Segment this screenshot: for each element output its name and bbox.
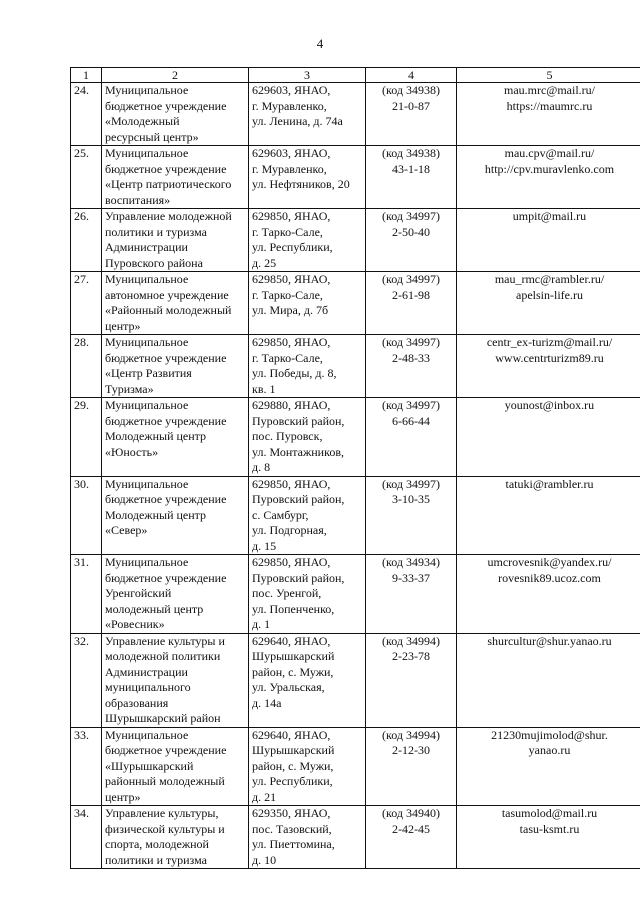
row-number: 33. <box>71 727 102 806</box>
web-cell <box>457 83 640 146</box>
address-line: 629880, ЯНАО, <box>252 398 331 412</box>
address-cell <box>249 398 366 477</box>
address-line: 629603, ЯНАО, <box>252 146 331 160</box>
organization-name-line: Администрации <box>105 664 188 679</box>
organization-name-line: ресурсный центр» <box>105 129 199 144</box>
address-cell <box>249 806 366 869</box>
address-cell <box>249 209 366 272</box>
table-row <box>71 806 640 869</box>
organization-name-line: Управление молодежной <box>105 209 232 223</box>
organization-name-line: физической культуры и <box>105 821 225 836</box>
organization-name-cell <box>102 83 249 146</box>
address-line: 629850, ЯНАО, <box>252 209 331 223</box>
address-line: ул. Победы, д. 8, <box>252 366 337 380</box>
phone-cell <box>366 209 457 272</box>
address-line: д. 14а <box>252 695 282 710</box>
row-number: 31. <box>71 555 102 634</box>
address-line: д. 25 <box>252 255 277 270</box>
organization-name-line: Уренгойский <box>105 586 172 600</box>
organization-name-line: Муниципальное <box>105 335 189 349</box>
organizations-table <box>70 67 640 869</box>
web-cell <box>457 272 640 335</box>
organization-name-cell <box>102 335 249 398</box>
table-row <box>71 209 640 272</box>
web-line: shurcultur@shur.yanao.ru <box>487 633 612 648</box>
address-line: ул. Уральская, <box>252 680 325 694</box>
column-header-number: 1 <box>71 68 102 83</box>
organization-name-line: Шурышкарский район <box>105 711 221 725</box>
address-cell <box>249 727 366 806</box>
phone-line: (код 34938) <box>382 83 440 97</box>
organization-name-line: Управление культуры, <box>105 806 219 820</box>
table-row <box>71 398 640 477</box>
organization-name-cell <box>102 272 249 335</box>
address-line: ул. Ленина, д. 74а <box>252 114 343 128</box>
column-header-web: 5 <box>457 68 640 83</box>
address-line: г. Тарко-Сале, <box>252 287 323 302</box>
row-number: 28. <box>71 335 102 398</box>
table-row <box>71 633 640 727</box>
organization-name-line: спорта, молодежной <box>105 837 209 851</box>
organization-name-line: Муниципальное <box>105 398 189 412</box>
address-line: пос. Тазовский, <box>252 821 332 836</box>
address-line: г. Муравленко, <box>252 161 327 176</box>
phone-line: (код 34940) <box>382 806 440 820</box>
organization-name-line: «Юность» <box>105 444 159 459</box>
phone-line: 43-1-18 <box>392 161 430 176</box>
organization-name-line: Муниципальное <box>105 476 189 491</box>
organization-name-line: «Ровесник» <box>105 617 165 631</box>
address-line: пос. Уренгой, <box>252 586 322 600</box>
table-row <box>71 555 640 634</box>
address-line: район, с. Мужи, <box>252 758 334 773</box>
web-cell <box>457 146 640 209</box>
organization-name-line: молодежный центр <box>105 601 204 616</box>
address-line: ул. Мира, д. 7б <box>252 303 329 317</box>
address-line: 629850, ЯНАО, <box>252 272 331 286</box>
address-line: г. Тарко-Сале, <box>252 350 323 365</box>
address-line: 629850, ЯНАО, <box>252 335 331 349</box>
address-line: ул. Республики, <box>252 240 333 254</box>
address-line: г. Муравленко, <box>252 98 327 113</box>
address-line: 629850, ЯНАО, <box>252 476 331 491</box>
organization-name-cell <box>102 555 249 634</box>
phone-line: 2-12-30 <box>392 743 430 757</box>
organization-name-line: бюджетное учреждение <box>105 98 227 113</box>
address-line: 629603, ЯНАО, <box>252 83 331 97</box>
phone-cell <box>366 633 457 727</box>
organization-name-line: Молодежный центр <box>105 507 207 522</box>
phone-cell <box>366 727 457 806</box>
web-cell <box>457 633 640 727</box>
address-cell <box>249 335 366 398</box>
organization-name-line: бюджетное учреждение <box>105 570 227 585</box>
organization-name-line: Муниципальное <box>105 727 189 742</box>
web-line: younost@inbox.ru <box>504 398 595 412</box>
organization-name-cell <box>102 146 249 209</box>
organization-name-line: центр» <box>105 318 141 333</box>
organization-name-cell <box>102 806 249 869</box>
address-line: Пуровский район, <box>252 492 345 506</box>
row-number: 26. <box>71 209 102 272</box>
address-cell <box>249 83 366 146</box>
table-row <box>71 335 640 398</box>
organization-name-line: бюджетное учреждение <box>105 413 227 428</box>
organization-name-line: муниципального <box>105 680 191 694</box>
organization-name-line: бюджетное учреждение <box>105 492 227 506</box>
organization-name-line: Муниципальное <box>105 83 189 97</box>
address-line: с. Самбург, <box>252 507 309 522</box>
address-line: ул. Подгорная, <box>252 523 327 537</box>
address-line: д. 21 <box>252 789 277 804</box>
phone-cell <box>366 555 457 634</box>
organization-name-line: «Молодежный <box>105 114 180 128</box>
organization-name-line: Муниципальное <box>105 555 189 569</box>
phone-line: (код 34997) <box>382 398 440 412</box>
phone-line: (код 34994) <box>382 633 440 648</box>
organization-name-line: «Центр Развития <box>105 366 192 380</box>
organization-name-line: Молодежный центр <box>105 429 207 443</box>
phone-line: 6-66-44 <box>392 413 430 428</box>
web-cell <box>457 806 640 869</box>
table-row <box>71 272 640 335</box>
web-line: mau_rmc@rambler.ru/ <box>494 272 605 286</box>
web-line: umcrovesnik@yandex.ru/ <box>487 555 612 569</box>
phone-cell <box>366 83 457 146</box>
phone-line: 2-23-78 <box>392 649 430 663</box>
organization-name-line: Пуровского района <box>105 255 203 270</box>
organization-name-line: политики и туризма <box>105 224 207 239</box>
web-line: www.centrturizm89.ru <box>495 350 604 365</box>
address-line: Шурышкарский <box>252 743 335 757</box>
address-line: ул. Попенченко, <box>252 601 335 616</box>
page-number: 4 <box>316 36 324 51</box>
web-cell <box>457 398 640 477</box>
organization-name-line: Муниципальное <box>105 146 189 160</box>
phone-line: (код 34997) <box>382 335 440 349</box>
address-cell <box>249 272 366 335</box>
address-line: пос. Пуровск, <box>252 429 323 443</box>
web-line: https://maumrc.ru <box>506 98 593 113</box>
address-line: Пуровский район, <box>252 413 345 428</box>
column-header-name: 2 <box>102 68 249 83</box>
web-line: mau.cpv@mail.ru/ <box>504 146 595 160</box>
address-line: д. 15 <box>252 538 277 553</box>
phone-line: (код 34997) <box>382 272 440 286</box>
organization-name-line: автономное учреждение <box>105 287 229 302</box>
address-cell <box>249 633 366 727</box>
web-line: tasu-ksmt.ru <box>519 821 580 836</box>
organization-name-line: молодежной политики <box>105 649 221 663</box>
address-line: 629640, ЯНАО, <box>252 727 331 742</box>
address-line: район, с. Мужи, <box>252 664 334 679</box>
address-line: Шурышкарский <box>252 649 335 663</box>
organization-name-line: бюджетное учреждение <box>105 350 227 365</box>
phone-cell <box>366 398 457 477</box>
phone-line: 2-42-45 <box>392 821 430 836</box>
phone-line: 3-10-35 <box>392 492 430 506</box>
web-cell <box>457 727 640 806</box>
address-line: ул. Республики, <box>252 774 333 788</box>
organization-name-cell <box>102 633 249 727</box>
table-row <box>71 83 640 146</box>
address-line: Пуровский район, <box>252 570 345 585</box>
organization-name-line: политики и туризма <box>105 852 207 867</box>
organization-name-line: «Центр патриотического <box>105 177 232 191</box>
organization-name-line: бюджетное учреждение <box>105 743 227 757</box>
organization-name-line: районный молодежный <box>105 774 225 788</box>
address-line: ул. Монтажников, <box>252 444 344 459</box>
row-number: 29. <box>71 398 102 477</box>
table-row <box>71 727 640 806</box>
phone-line: 9-33-37 <box>392 570 430 585</box>
phone-line: (код 34934) <box>382 555 440 569</box>
web-line: yanao.ru <box>528 743 571 757</box>
phone-cell <box>366 476 457 555</box>
web-cell <box>457 209 640 272</box>
organization-name-line: «Север» <box>105 523 148 537</box>
organization-name-line: бюджетное учреждение <box>105 161 227 176</box>
address-line: ул. Пиеттомина, <box>252 837 335 851</box>
table-header-row <box>71 68 640 83</box>
address-line: 629640, ЯНАО, <box>252 633 331 648</box>
phone-line: 2-50-40 <box>392 224 430 239</box>
phone-cell <box>366 335 457 398</box>
web-line: mau.mrc@mail.ru/ <box>503 83 596 97</box>
phone-line: (код 34997) <box>382 476 440 491</box>
address-line: кв. 1 <box>252 381 276 396</box>
address-line: д. 10 <box>252 852 277 867</box>
organization-name-line: Администрации <box>105 240 188 254</box>
phone-line: (код 34994) <box>382 727 440 742</box>
address-line: 629850, ЯНАО, <box>252 555 331 569</box>
web-line: tatuki@rambler.ru <box>505 476 594 491</box>
table-row <box>71 476 640 555</box>
organization-name-cell <box>102 398 249 477</box>
address-cell <box>249 476 366 555</box>
row-number: 30. <box>71 476 102 555</box>
phone-cell <box>366 272 457 335</box>
organization-name-cell <box>102 476 249 555</box>
phone-cell <box>366 806 457 869</box>
address-line: д. 8 <box>252 460 271 474</box>
web-cell <box>457 476 640 555</box>
phone-cell <box>366 146 457 209</box>
phone-line: 2-48-33 <box>392 350 430 365</box>
organization-name-line: Муниципальное <box>105 272 189 286</box>
web-line: rovesnik89.ucoz.com <box>498 570 601 585</box>
web-line: http://cpv.muravlenko.com <box>484 161 615 176</box>
address-cell <box>249 555 366 634</box>
web-line: centr_ex-turizm@mail.ru/ <box>486 335 613 349</box>
web-line: tasumolod@mail.ru <box>501 806 598 820</box>
address-line: 629350, ЯНАО, <box>252 806 331 820</box>
organization-name-line: воспитания» <box>105 192 171 207</box>
row-number: 32. <box>71 633 102 727</box>
table-row <box>71 146 640 209</box>
web-line: apelsin-life.ru <box>516 287 583 302</box>
address-line: ул. Нефтяников, 20 <box>252 177 350 191</box>
row-number: 34. <box>71 806 102 869</box>
organization-name-line: центр» <box>105 789 141 804</box>
organization-name-line: образования <box>105 695 169 710</box>
phone-line: (код 34997) <box>382 209 440 223</box>
address-line: д. 1 <box>252 617 271 631</box>
organization-name-cell <box>102 209 249 272</box>
phone-line: 21-0-87 <box>392 98 430 113</box>
row-number: 24. <box>71 83 102 146</box>
address-cell <box>249 146 366 209</box>
web-cell <box>457 335 640 398</box>
web-cell <box>457 555 640 634</box>
phone-line: (код 34938) <box>382 146 440 160</box>
organization-name-line: Управление культуры и <box>105 633 225 648</box>
web-line: umpit@mail.ru <box>512 209 587 223</box>
organization-name-cell <box>102 727 249 806</box>
organization-name-line: Туризма» <box>105 381 154 396</box>
organization-name-line: «Шурышкарский <box>105 758 194 773</box>
row-number: 27. <box>71 272 102 335</box>
address-line: г. Тарко-Сале, <box>252 224 323 239</box>
phone-line: 2-61-98 <box>392 287 430 302</box>
web-line: 21230mujimolod@shur. <box>491 727 608 742</box>
column-header-address: 3 <box>249 68 366 83</box>
row-number: 25. <box>71 146 102 209</box>
column-header-phone: 4 <box>366 68 457 83</box>
organization-name-line: «Районный молодежный <box>105 303 232 317</box>
